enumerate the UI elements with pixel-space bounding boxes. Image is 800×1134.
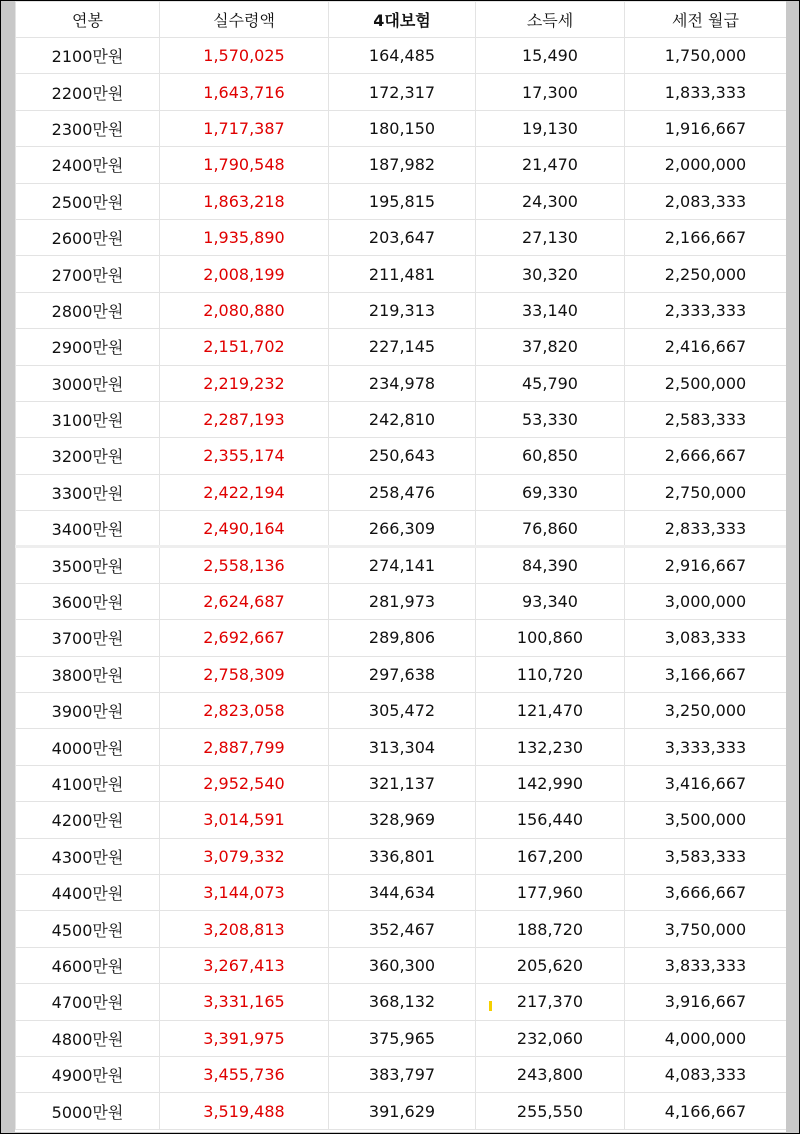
gross-monthly-cell: 3,500,000	[625, 802, 787, 838]
gross-monthly-cell: 4,083,333	[625, 1056, 787, 1092]
net-pay-cell: 3,144,073	[160, 874, 329, 910]
annual-salary-cell: 4100만원	[16, 765, 160, 801]
salary-table-sheet	[15, 1, 786, 1132]
social-insurance-cell: 368,132	[329, 984, 476, 1020]
social-insurance-cell: 234,978	[329, 365, 476, 401]
income-tax-cell: 19,130	[476, 110, 625, 146]
table-row	[16, 583, 787, 619]
income-tax-cell: 93,340	[476, 583, 625, 619]
income-tax-cell: 156,440	[476, 802, 625, 838]
annual-salary-cell: 3400만원	[16, 511, 160, 547]
table-row	[16, 1056, 787, 1092]
income-tax-cell: 110,720	[476, 656, 625, 692]
net-pay-cell: 1,643,716	[160, 74, 329, 110]
gross-monthly-cell: 2,500,000	[625, 365, 787, 401]
gross-monthly-cell: 3,166,667	[625, 656, 787, 692]
gross-monthly-cell: 2,250,000	[625, 256, 787, 292]
income-tax-cell: 100,860	[476, 620, 625, 656]
gross-monthly-cell: 3,583,333	[625, 838, 787, 874]
table-row	[16, 401, 787, 437]
gross-monthly-cell: 4,000,000	[625, 1020, 787, 1056]
highlight-mark	[489, 1001, 492, 1011]
annual-salary-cell: 4600만원	[16, 947, 160, 983]
net-pay-cell: 2,080,880	[160, 292, 329, 328]
net-pay-cell: 2,692,667	[160, 620, 329, 656]
header-social-insurance: 4대보험	[329, 2, 476, 38]
social-insurance-cell: 219,313	[329, 292, 476, 328]
gross-monthly-cell: 2,916,667	[625, 547, 787, 583]
social-insurance-cell: 352,467	[329, 911, 476, 947]
annual-salary-cell: 3000만원	[16, 365, 160, 401]
gross-monthly-cell: 2,166,667	[625, 219, 787, 255]
net-pay-cell: 2,422,194	[160, 474, 329, 510]
gross-monthly-cell: 4,166,667	[625, 1093, 787, 1129]
annual-salary-cell: 2300만원	[16, 110, 160, 146]
annual-salary-cell: 4400만원	[16, 874, 160, 910]
gross-monthly-cell: 2,000,000	[625, 147, 787, 183]
income-tax-cell: 15,490	[476, 38, 625, 74]
social-insurance-cell: 281,973	[329, 583, 476, 619]
net-pay-cell: 1,717,387	[160, 110, 329, 146]
social-insurance-cell: 250,643	[329, 438, 476, 474]
net-pay-cell: 3,014,591	[160, 802, 329, 838]
social-insurance-cell: 227,145	[329, 329, 476, 365]
gross-monthly-cell: 2,750,000	[625, 474, 787, 510]
gross-monthly-cell: 3,666,667	[625, 874, 787, 910]
social-insurance-cell: 297,638	[329, 656, 476, 692]
annual-salary-cell: 3300만원	[16, 474, 160, 510]
income-tax-cell: 30,320	[476, 256, 625, 292]
social-insurance-cell: 258,476	[329, 474, 476, 510]
social-insurance-cell: 336,801	[329, 838, 476, 874]
net-pay-cell: 3,331,165	[160, 984, 329, 1020]
header-gross-monthly: 세전 월급	[625, 2, 787, 38]
income-tax-cell: 121,470	[476, 693, 625, 729]
table-row	[16, 219, 787, 255]
social-insurance-cell: 180,150	[329, 110, 476, 146]
annual-salary-cell: 3700만원	[16, 620, 160, 656]
social-insurance-cell: 328,969	[329, 802, 476, 838]
social-insurance-cell: 242,810	[329, 401, 476, 437]
gross-monthly-cell: 2,666,667	[625, 438, 787, 474]
table-row	[16, 984, 787, 1020]
annual-salary-cell: 4300만원	[16, 838, 160, 874]
table-row	[16, 729, 787, 765]
table-row	[16, 874, 787, 910]
net-pay-cell: 2,624,687	[160, 583, 329, 619]
annual-salary-cell: 4800만원	[16, 1020, 160, 1056]
table-row	[16, 838, 787, 874]
social-insurance-cell: 375,965	[329, 1020, 476, 1056]
social-insurance-cell: 266,309	[329, 511, 476, 547]
social-insurance-cell: 391,629	[329, 1093, 476, 1129]
table-row	[16, 1093, 787, 1129]
income-tax-cell: 45,790	[476, 365, 625, 401]
gross-monthly-cell: 2,333,333	[625, 292, 787, 328]
table-row	[16, 329, 787, 365]
annual-salary-cell: 3600만원	[16, 583, 160, 619]
gross-monthly-cell: 3,000,000	[625, 583, 787, 619]
table-row	[16, 256, 787, 292]
gross-monthly-cell: 3,916,667	[625, 984, 787, 1020]
gross-monthly-cell: 1,916,667	[625, 110, 787, 146]
net-pay-cell: 2,355,174	[160, 438, 329, 474]
net-pay-cell: 3,455,736	[160, 1056, 329, 1092]
income-tax-cell: 205,620	[476, 947, 625, 983]
table-row	[16, 947, 787, 983]
income-tax-cell: 217,370	[476, 984, 625, 1020]
table-row	[16, 110, 787, 146]
social-insurance-cell: 383,797	[329, 1056, 476, 1092]
net-pay-cell: 3,391,975	[160, 1020, 329, 1056]
income-tax-cell: 33,140	[476, 292, 625, 328]
table-row	[16, 292, 787, 328]
table-row	[16, 1020, 787, 1056]
annual-salary-cell: 3500만원	[16, 547, 160, 583]
income-tax-cell: 142,990	[476, 765, 625, 801]
annual-salary-cell: 2700만원	[16, 256, 160, 292]
table-row	[16, 474, 787, 510]
gross-monthly-cell: 3,250,000	[625, 693, 787, 729]
income-tax-cell: 84,390	[476, 547, 625, 583]
annual-salary-cell: 4200만원	[16, 802, 160, 838]
net-pay-cell: 3,267,413	[160, 947, 329, 983]
gross-monthly-cell: 2,083,333	[625, 183, 787, 219]
table-row	[16, 911, 787, 947]
table-row	[16, 147, 787, 183]
table-row	[16, 620, 787, 656]
header-row	[16, 2, 787, 38]
table-row	[16, 38, 787, 74]
income-tax-cell: 177,960	[476, 874, 625, 910]
income-tax-cell: 167,200	[476, 838, 625, 874]
annual-salary-cell: 3900만원	[16, 693, 160, 729]
table-row	[16, 183, 787, 219]
net-pay-cell: 2,758,309	[160, 656, 329, 692]
annual-salary-cell: 2500만원	[16, 183, 160, 219]
table-row	[16, 438, 787, 474]
table-row	[16, 765, 787, 801]
salary-table	[15, 1, 786, 1130]
income-tax-cell: 53,330	[476, 401, 625, 437]
net-pay-cell: 1,570,025	[160, 38, 329, 74]
gross-monthly-cell: 3,333,333	[625, 729, 787, 765]
gross-monthly-cell: 3,416,667	[625, 765, 787, 801]
social-insurance-cell: 305,472	[329, 693, 476, 729]
annual-salary-cell: 3800만원	[16, 656, 160, 692]
social-insurance-cell: 195,815	[329, 183, 476, 219]
net-pay-cell: 2,558,136	[160, 547, 329, 583]
gross-monthly-cell: 2,833,333	[625, 511, 787, 547]
gross-monthly-cell: 3,833,333	[625, 947, 787, 983]
annual-salary-cell: 2100만원	[16, 38, 160, 74]
annual-salary-cell: 2600만원	[16, 219, 160, 255]
annual-salary-cell: 2200만원	[16, 74, 160, 110]
net-pay-cell: 2,219,232	[160, 365, 329, 401]
annual-salary-cell: 4500만원	[16, 911, 160, 947]
annual-salary-cell: 4700만원	[16, 984, 160, 1020]
income-tax-cell: 69,330	[476, 474, 625, 510]
gross-monthly-cell: 2,583,333	[625, 401, 787, 437]
gross-monthly-cell: 3,750,000	[625, 911, 787, 947]
social-insurance-cell: 274,141	[329, 547, 476, 583]
table-row	[16, 547, 787, 583]
gross-monthly-cell: 1,750,000	[625, 38, 787, 74]
income-tax-cell: 188,720	[476, 911, 625, 947]
gross-monthly-cell: 1,833,333	[625, 74, 787, 110]
net-pay-cell: 2,287,193	[160, 401, 329, 437]
net-pay-cell: 2,823,058	[160, 693, 329, 729]
income-tax-cell: 255,550	[476, 1093, 625, 1129]
social-insurance-cell: 360,300	[329, 947, 476, 983]
social-insurance-cell: 313,304	[329, 729, 476, 765]
annual-salary-cell: 3100만원	[16, 401, 160, 437]
net-pay-cell: 3,208,813	[160, 911, 329, 947]
table-row	[16, 693, 787, 729]
annual-salary-cell: 4000만원	[16, 729, 160, 765]
table-row	[16, 656, 787, 692]
header-annual-salary: 연봉	[16, 2, 160, 38]
annual-salary-cell: 5000만원	[16, 1093, 160, 1129]
income-tax-cell: 21,470	[476, 147, 625, 183]
table-row	[16, 511, 787, 547]
annual-salary-cell: 2900만원	[16, 329, 160, 365]
income-tax-cell: 232,060	[476, 1020, 625, 1056]
table-row	[16, 74, 787, 110]
social-insurance-cell: 289,806	[329, 620, 476, 656]
income-tax-cell: 37,820	[476, 329, 625, 365]
annual-salary-cell: 4900만원	[16, 1056, 160, 1092]
gross-monthly-cell: 3,083,333	[625, 620, 787, 656]
table-row	[16, 802, 787, 838]
social-insurance-cell: 164,485	[329, 38, 476, 74]
income-tax-cell: 243,800	[476, 1056, 625, 1092]
net-pay-cell: 2,952,540	[160, 765, 329, 801]
income-tax-cell: 24,300	[476, 183, 625, 219]
gross-monthly-cell: 2,416,667	[625, 329, 787, 365]
income-tax-cell: 132,230	[476, 729, 625, 765]
header-income-tax: 소득세	[476, 2, 625, 38]
net-pay-cell: 2,008,199	[160, 256, 329, 292]
net-pay-cell: 2,490,164	[160, 511, 329, 547]
table-row	[16, 365, 787, 401]
net-pay-cell: 1,863,218	[160, 183, 329, 219]
income-tax-cell: 60,850	[476, 438, 625, 474]
annual-salary-cell: 3200만원	[16, 438, 160, 474]
net-pay-cell: 2,887,799	[160, 729, 329, 765]
income-tax-cell: 17,300	[476, 74, 625, 110]
social-insurance-cell: 321,137	[329, 765, 476, 801]
social-insurance-cell: 344,634	[329, 874, 476, 910]
social-insurance-cell: 187,982	[329, 147, 476, 183]
social-insurance-cell: 203,647	[329, 219, 476, 255]
social-insurance-cell: 172,317	[329, 74, 476, 110]
social-insurance-cell: 211,481	[329, 256, 476, 292]
income-tax-cell: 27,130	[476, 219, 625, 255]
net-pay-cell: 1,935,890	[160, 219, 329, 255]
net-pay-cell: 2,151,702	[160, 329, 329, 365]
income-tax-cell: 76,860	[476, 511, 625, 547]
net-pay-cell: 3,079,332	[160, 838, 329, 874]
net-pay-cell: 3,519,488	[160, 1093, 329, 1129]
net-pay-cell: 1,790,548	[160, 147, 329, 183]
annual-salary-cell: 2400만원	[16, 147, 160, 183]
annual-salary-cell: 2800만원	[16, 292, 160, 328]
header-net-pay: 실수령액	[160, 2, 329, 38]
